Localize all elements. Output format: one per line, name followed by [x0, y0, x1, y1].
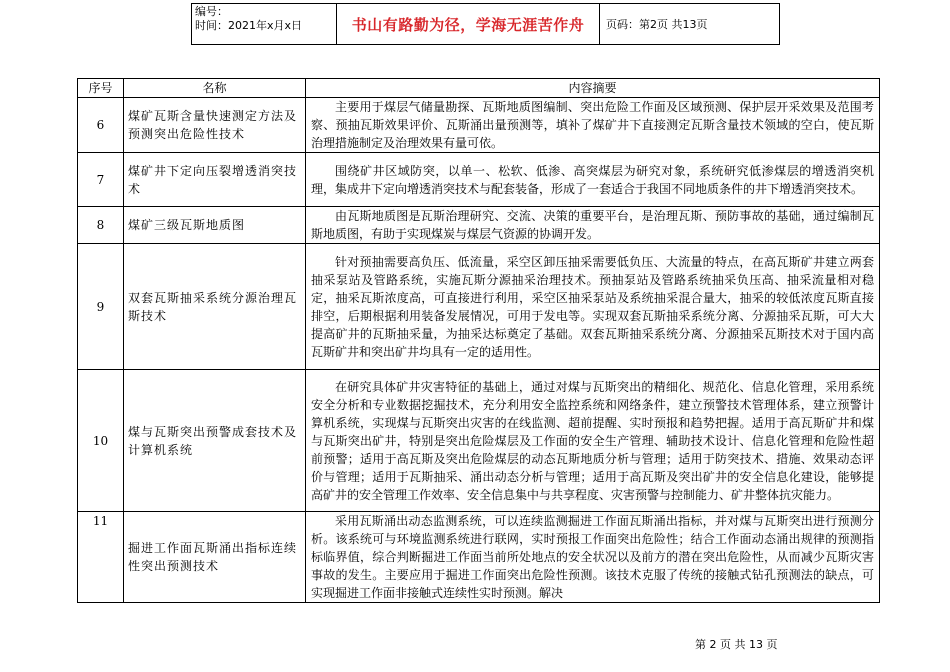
row-description: 由瓦斯地质图是瓦斯治理研究、交流、决策的重要平台，是治理瓦斯、预防事故的基础，通过编制瓦斯地质图，有助于实现煤炭与煤层气资源的协调开发。 [306, 207, 880, 244]
row-name: 双套瓦斯抽采系统分源治理瓦斯技术 [124, 244, 306, 370]
table-header-row [78, 79, 880, 98]
table-row [78, 207, 880, 244]
document-time-label: 时间：2021年x月x日 [195, 19, 303, 32]
content-table [77, 78, 880, 603]
row-description: 采用瓦斯涌出动态监测系统，可以连续监测掘进工作面瓦斯涌出指标，并对煤与瓦斯突出进行预测分析。该系统可与环境监测系统进行联网，实时预报工作面突出危险性；结合工作面动态涌出规律的预测指标临界值，综合判断掘进工作面当前所处地点的安全状况以及前方的潜在突出危险性，从而减少瓦斯灾害事故的发生。主要应用于掘进工作面突出危险性预测。该技术克服了传统的接触式钻孔预测法的缺点，可实现掘进工作面非接触式连续性实时预测。解决 [306, 512, 880, 603]
row-name: 煤矿瓦斯含量快速测定方法及预测突出危险性技术 [124, 98, 306, 153]
row-number: 8 [78, 207, 124, 244]
row-number: 11 [78, 512, 124, 603]
table-row [78, 98, 880, 153]
header-meta [192, 4, 337, 44]
page-footer: 第 2 页 共 13 页 [695, 638, 778, 651]
table-row [78, 512, 880, 603]
table-row [78, 244, 880, 370]
document-number-label: 编号： [195, 5, 228, 18]
row-name: 掘进工作面瓦斯涌出指标连续性突出预测技术 [124, 512, 306, 603]
row-description: 针对预抽需要高负压、低流量，采空区卸压抽采需要低负压、大流量的特点，在高瓦斯矿井建立两套抽采泵站及管路系统，实施瓦斯分源抽采治理技术。预抽泵站及管路系统抽采负压高、抽采流量相对稳定，抽采瓦斯浓度高，可直接进行利用，采空区抽采泵站及系统抽采混合量大，抽采的较低浓度瓦斯直接排空，后期根据利用装备发展情况，可用于发电等。实现双套瓦斯抽采系统分离、分源抽采瓦斯，可大大提高矿井的瓦斯抽采量，为抽采达标奠定了基础。双套瓦斯抽采系统分离、分源抽采瓦斯技术对于国内高瓦斯矿井和突出矿井均具有一定的适用性。 [306, 244, 880, 370]
header-motto: 书山有路勤为径，学海无涯苦作舟 [337, 4, 600, 44]
row-description: 主要用于煤层气储量勘探、瓦斯地质图编制、突出危险工作面及区域预测、保护层开采效果及范围考察、预抽瓦斯效果评价、瓦斯涌出量预测等，填补了煤矿井下直接测定瓦斯含量技术领域的空白，使瓦斯治理措施制定及治理效果有量可依。 [306, 98, 880, 153]
page-header [191, 3, 780, 45]
row-description: 在研究具体矿井灾害特征的基础上，通过对煤与瓦斯突出的精细化、规范化、信息化管理，采用系统安全分析和专业数据挖掘技术，充分利用安全监控系统和网络条件，建立预警技术管理体系，建立预警计算机系统，实现煤与瓦斯突出灾害的在线监测、超前提醒、实时预报和趋势把握。适用于高瓦斯矿井和煤与瓦斯突出矿井，特别是突出危险煤层及工作面的安全生产管理、辅助技术设计、信息化管理和危险性超前预警；适用于高瓦斯及突出危险煤层的动态瓦斯地质分析与管理；适用于防突技术、措施、效果动态评价与管理；适用于瓦斯抽采、涌出动态分析与管理；适用于高瓦斯及突出矿井的安全信息化建设，能够提高矿井的安全管理工作效率、安全信息集中与共享程度、灾害预警与控制能力、矿井整体抗灾能力。 [306, 370, 880, 512]
column-header-no: 序号 [78, 79, 124, 98]
header-page-info: 页码：第2页 共13页 [606, 18, 708, 31]
row-number: 6 [78, 98, 124, 153]
column-header-name: 名称 [124, 79, 306, 98]
row-number: 10 [78, 370, 124, 512]
row-name: 煤矿三级瓦斯地质图 [124, 207, 306, 244]
column-header-desc: 内容摘要 [306, 79, 880, 98]
row-name: 煤与瓦斯突出预警成套技术及计算机系统 [124, 370, 306, 512]
table-row [78, 370, 880, 512]
row-number: 9 [78, 244, 124, 370]
row-description: 围绕矿井区域防突，以单一、松软、低渗、高突煤层为研究对象，系统研究低渗煤层的增透消突机理，集成井下定向增透消突技术与配套装备，形成了一套适合于我国不同地质条件的井下增透消突技术。 [306, 153, 880, 207]
table-row [78, 153, 880, 207]
row-number: 7 [78, 153, 124, 207]
row-name: 煤矿井下定向压裂增透消突技术 [124, 153, 306, 207]
